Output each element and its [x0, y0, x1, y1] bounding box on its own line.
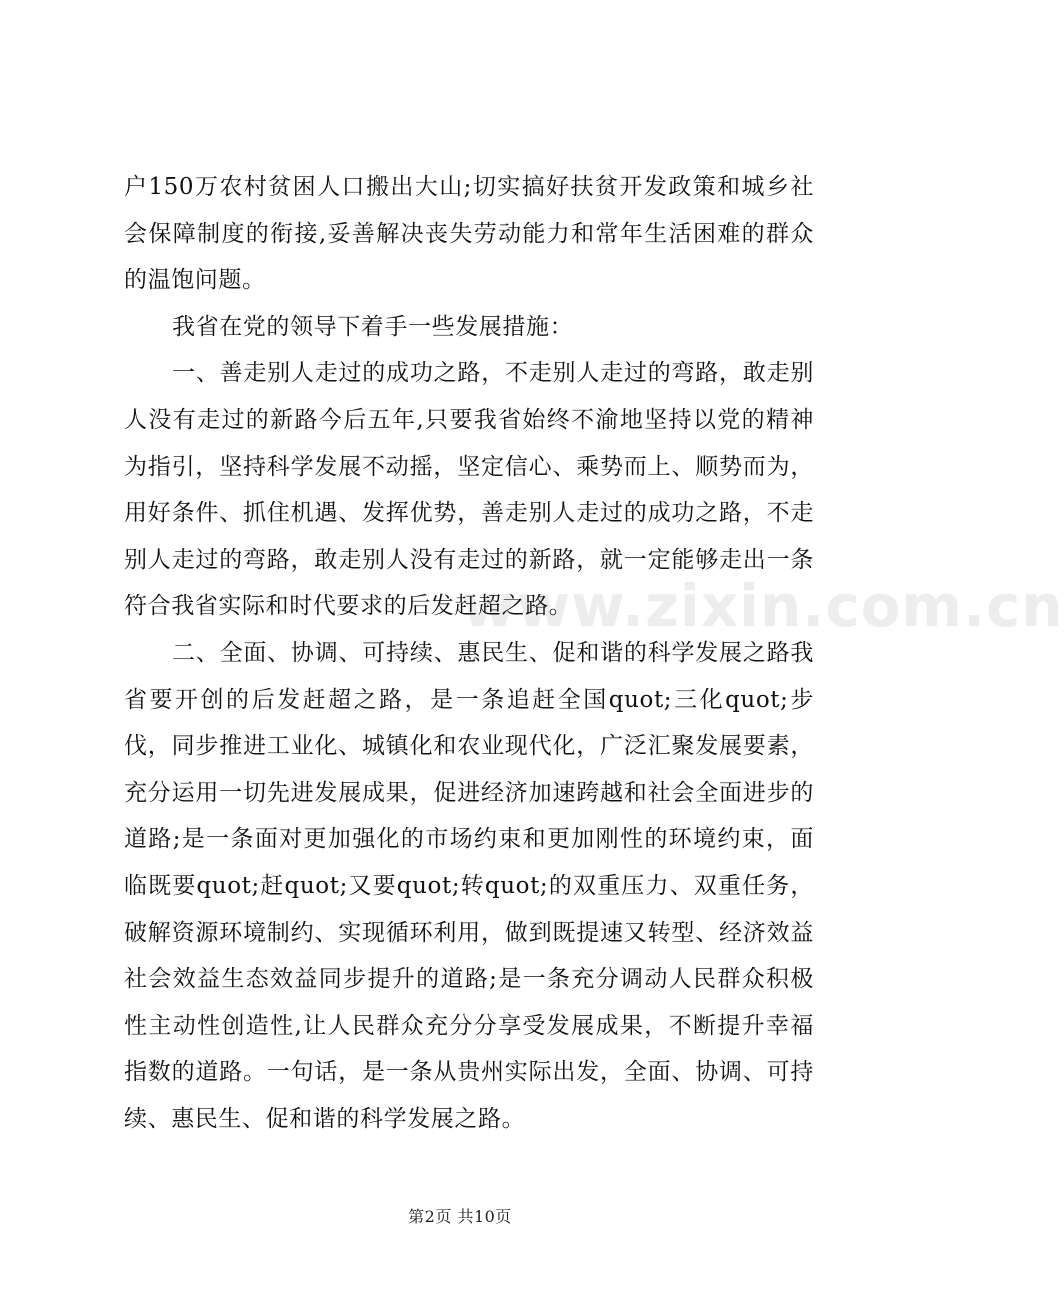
page-footer: 第2页 共10页	[408, 1207, 512, 1226]
watermark: www.zixin.com.cn	[462, 572, 1064, 640]
paragraph-point-two: 二、全面、协调、可持续、惠民生、促和谐的科学发展之路我省要开创的后发赶超之路，是一条追赶全国quot;三化quot;步伐，同步推进工业化、城镇化和农业现代化，广泛汇聚发展要素，充分运用一切先进发展成果，促进经济加速跨越和社会全面进步的道路;是一条面对更加强化的市场约束和更加刚性的环境约束，面临既要quot;赶quot;又要quot;转quot;的双重压力、双重任务，破解资源环境制约、实现循环利用，做到既提速又转型、经济效益社会效益生态效益同步提升的道路;是一条充分调动人民群众积极性主动性创造性,让人民群众充分分享受发展成果，不断提升幸福指数的道路。一句话，是一条从贵州实际出发，全面、协调、可持续、惠民生、促和谐的科学发展之路。	[124, 639, 814, 1132]
paragraph-point-one: 一、善走别人走过的成功之路，不走别人走过的弯路，敢走别人没有走过的新路今后五年,只要我省始终不渝地坚持以党的精神为指引，坚持科学发展不动摇，坚定信心、乘势而上、顺势而为，用好条件、抓住机遇、发挥优势，善走别人走过的成功之路，不走别人走过的弯路，敢走别人没有走过的新路，就一定能够走出一条符合我省实际和时代要求的后发赶超之路。	[124, 360, 814, 620]
paragraph-intro: 我省在党的领导下着手一些发展措施：	[172, 313, 574, 340]
document-body	[124, 164, 814, 1142]
paragraph-continuation: 户150万农村贫困人口搬出大山;切实搞好扶贫开发政策和城乡社会保障制度的衔接,妥善解决丧失劳动能力和常年生活困难的群众的温饱问题。	[124, 174, 814, 294]
